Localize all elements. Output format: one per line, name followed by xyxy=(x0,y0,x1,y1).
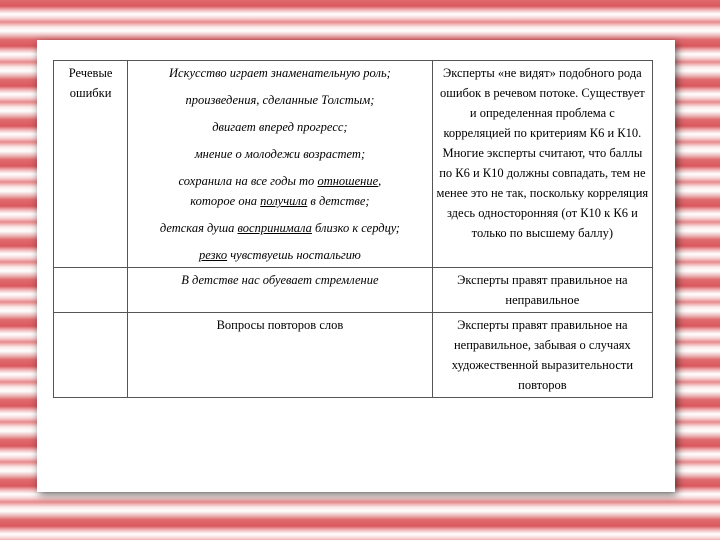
examples-cell xyxy=(128,61,433,268)
row-label xyxy=(54,313,128,398)
errors-table xyxy=(53,60,653,398)
row-label xyxy=(54,268,128,313)
comment-cell: Эксперты правят правильное на неправильное, забывая о случаях художественной выразительности повторов xyxy=(432,313,652,398)
example-line: двигает вперед прогресс; xyxy=(212,120,348,134)
comment-cell: Эксперты «не видят» подобного рода ошибок в речевом потоке. Существует и определенная проблема с корреляцией по критериям К6 и К10. Многие эксперты считают, что баллы по К6 и К10 должны совпадать, тем не менее это не так, поскольку корреляция здесь односторонняя (от К10 к К6 и только по высшему баллу) xyxy=(432,61,652,268)
comment-cell: Эксперты правят правильное на неправильное xyxy=(432,268,652,313)
example-line: произведения, сделанные Толстым; xyxy=(185,93,375,107)
example-line: которое она получила в детстве; xyxy=(190,194,370,208)
table-row xyxy=(54,268,653,313)
table-row xyxy=(54,313,653,398)
example-line: сохранила на все годы то отношение, xyxy=(178,174,382,188)
example-line: детская душа воспринимала близко к сердцу; xyxy=(159,221,400,235)
example-cell: В детстве нас обуевает стремление xyxy=(128,268,433,313)
slide xyxy=(37,40,675,492)
table-row xyxy=(54,61,653,268)
row-label: Речевые ошибки xyxy=(54,61,128,268)
example-line: Искусство играет знаменательную роль; xyxy=(169,66,391,80)
example-cell: Вопросы повторов слов xyxy=(128,313,433,398)
example-line: мнение о молодежи возрастет; xyxy=(194,147,366,161)
example-line: резко чувствуешь ностальгию xyxy=(198,248,361,262)
